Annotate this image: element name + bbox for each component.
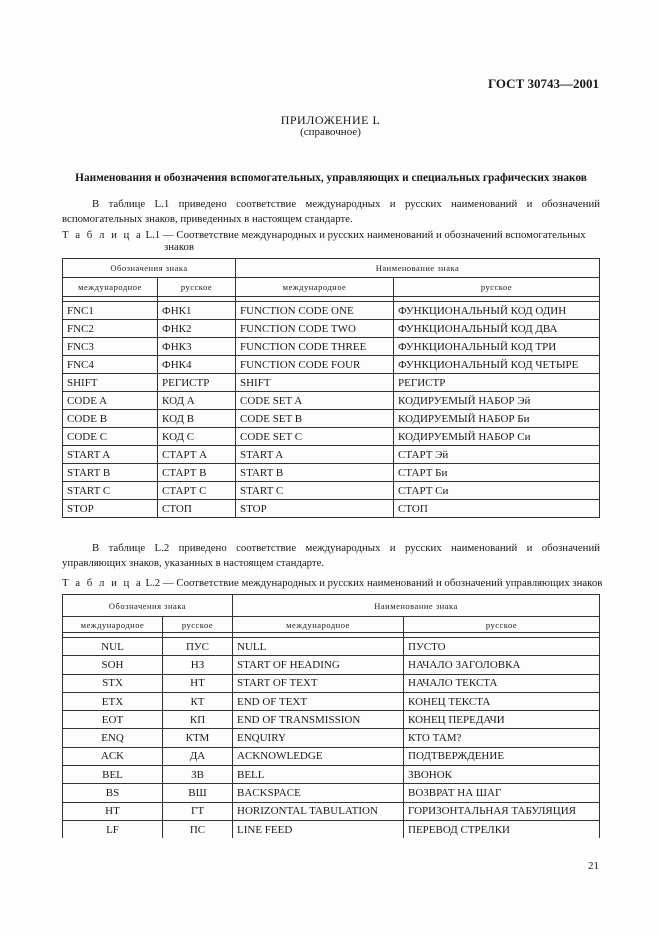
table-row [63, 802, 600, 820]
table-cell: СТАРТ В [158, 464, 236, 482]
table-row [63, 729, 600, 747]
table-cell: ETX [63, 692, 163, 710]
table-row [63, 820, 600, 838]
table-cell: HORIZONTAL TABULATION [233, 802, 404, 820]
table-cell: START C [236, 482, 394, 500]
table-row [63, 356, 600, 374]
table1-col-rus: русское [158, 278, 236, 297]
table-cell: СТОП [394, 500, 600, 518]
table-cell: ФНК1 [158, 302, 236, 320]
table-cell: NULL [233, 638, 404, 656]
table-cell: ДА [163, 747, 233, 765]
table2-col-name-rus: русское [404, 617, 600, 633]
table-cell: ПУС [163, 638, 233, 656]
section-heading: Наименования и обозначения вспомогательных, управляющих и специальных графических знаков [75, 172, 587, 184]
table-cell: КОД В [158, 410, 236, 428]
table-row [63, 428, 600, 446]
table-cell: SHIFT [236, 374, 394, 392]
table-row [63, 784, 600, 802]
table1-caption-cont: знаков [164, 241, 195, 253]
paragraph-table1-intro: В таблице L.1 приведено соответствие международных и русских наименований и обозначений вспомогательных знаков, приведенных в настоящем стандарте. [62, 198, 600, 225]
table-cell: START C [63, 482, 158, 500]
table2-col-name-intl: международное [233, 617, 404, 633]
table-cell: FUNCTION CODE THREE [236, 338, 394, 356]
table-cell: ФНК4 [158, 356, 236, 374]
table-cell: ПС [163, 820, 233, 838]
standard-number: ГОСТ 30743—2001 [487, 76, 599, 91]
table2-caption [62, 577, 603, 589]
table2-group-designations: Обозначения знака [63, 595, 233, 617]
table-cell: ACKNOWLEDGE [233, 747, 404, 765]
table-cell: CODE B [63, 410, 158, 428]
paragraph-table2-intro: В таблице L.2 приведено соответствие международных и русских наименований и обозначений управляющих знаков, указанных в настоящем стандарте. [62, 542, 600, 569]
table-cell: FUNCTION CODE TWO [236, 320, 394, 338]
table-cell: ENQ [63, 729, 163, 747]
table2-label: Т а б л и ц а [62, 577, 143, 589]
table-cell: START OF TEXT [233, 674, 404, 692]
table-cell: СТАРТ Си [394, 482, 600, 500]
table-row [63, 482, 600, 500]
table-cell: ФУНКЦИОНАЛЬНЫЙ КОД ДВА [394, 320, 600, 338]
table-cell: КОНЕЦ ТЕКСТА [404, 692, 600, 710]
table-row [63, 320, 600, 338]
table-cell: СТАРТ А [158, 446, 236, 464]
table2 [62, 594, 600, 838]
table-cell: BACKSPACE [233, 784, 404, 802]
table-cell: FNC2 [63, 320, 158, 338]
table-cell: ЗВ [163, 766, 233, 784]
table-cell: СТАРТ С [158, 482, 236, 500]
table-cell: START B [236, 464, 394, 482]
table1-col-intl: международное [63, 278, 158, 297]
table-cell: КП [163, 711, 233, 729]
table-cell: END OF TRANSMISSION [233, 711, 404, 729]
table-cell: HT [63, 802, 163, 820]
table-cell: ФНК2 [158, 320, 236, 338]
table-cell: END OF TEXT [233, 692, 404, 710]
table-cell: CODE SET B [236, 410, 394, 428]
table1-caption [62, 229, 600, 253]
table2-col-rus: русское [163, 617, 233, 633]
table-cell: ВШ [163, 784, 233, 802]
table-cell: КОД С [158, 428, 236, 446]
table-cell: START OF HEADING [233, 656, 404, 674]
table-cell: ВОЗВРАТ НА ШАГ [404, 784, 600, 802]
table-cell: SOH [63, 656, 163, 674]
table-cell: СТАРТ Би [394, 464, 600, 482]
table-cell: START B [63, 464, 158, 482]
table-row [63, 711, 600, 729]
table-cell: ПЕРЕВОД СТРЕЛКИ [404, 820, 600, 838]
table-cell: BS [63, 784, 163, 802]
table-cell: ПУСТО [404, 638, 600, 656]
table-cell: CODE SET A [236, 392, 394, 410]
table-row [63, 500, 600, 518]
table-cell: ФУНКЦИОНАЛЬНЫЙ КОД ТРИ [394, 338, 600, 356]
appendix-title: ПРИЛОЖЕНИЕ L [280, 113, 381, 127]
table-cell: BEL [63, 766, 163, 784]
table-cell: ЗВОНОК [404, 766, 600, 784]
table-cell: SHIFT [63, 374, 158, 392]
table-cell: CODE A [63, 392, 158, 410]
table-cell: ФУНКЦИОНАЛЬНЫЙ КОД ОДИН [394, 302, 600, 320]
table-cell: LINE FEED [233, 820, 404, 838]
table-cell: FUNCTION CODE FOUR [236, 356, 394, 374]
table-cell: ПОДТВЕРЖДЕНИЕ [404, 747, 600, 765]
table-cell: ENQUIRY [233, 729, 404, 747]
table-cell: КОДИРУЕМЫЙ НАБОР Би [394, 410, 600, 428]
table-row [63, 638, 600, 656]
appendix-subtitle: (справочное) [300, 126, 361, 138]
table-cell: STX [63, 674, 163, 692]
table-cell: STOP [63, 500, 158, 518]
table-cell: КОНЕЦ ПЕРЕДАЧИ [404, 711, 600, 729]
table1-label: Т а б л и ц а [62, 229, 143, 241]
table-cell: FUNCTION CODE ONE [236, 302, 394, 320]
table-cell: НАЧАЛО ЗАГОЛОВКА [404, 656, 600, 674]
table-row [63, 392, 600, 410]
table-row [63, 692, 600, 710]
table-row [63, 302, 600, 320]
table-cell: КТ [163, 692, 233, 710]
table1-group-names: Наименование знака [236, 259, 600, 278]
table-cell: CODE C [63, 428, 158, 446]
table1-col-name-intl: международное [236, 278, 394, 297]
table-cell: STOP [236, 500, 394, 518]
table-cell: FNC3 [63, 338, 158, 356]
table-cell: КОДИРУЕМЫЙ НАБОР Си [394, 428, 600, 446]
table-cell: ФНК3 [158, 338, 236, 356]
table-cell: START A [236, 446, 394, 464]
table-row [63, 656, 600, 674]
table1 [62, 258, 600, 518]
table-cell: ГОРИЗОНТАЛЬНАЯ ТАБУЛЯЦИЯ [404, 802, 600, 820]
table-cell: КОД А [158, 392, 236, 410]
table1-group-designations: Обозначения знака [63, 259, 236, 278]
table-row [63, 446, 600, 464]
table-cell: FNC1 [63, 302, 158, 320]
table2-caption-main: L.2 — Соответствие международных и русских наименований и обозначений управляющих знаков [145, 577, 603, 589]
table-cell: НЗ [163, 656, 233, 674]
table-cell: ФУНКЦИОНАЛЬНЫЙ КОД ЧЕТЫРЕ [394, 356, 600, 374]
table-cell: РЕГИСТР [158, 374, 236, 392]
table-row [63, 410, 600, 428]
page-number: 21 [588, 860, 599, 872]
table-cell: КТО ТАМ? [404, 729, 600, 747]
table-row [63, 674, 600, 692]
table-cell: START A [63, 446, 158, 464]
table-row [63, 374, 600, 392]
table1-col-name-rus: русское [394, 278, 600, 297]
table-cell: СТОП [158, 500, 236, 518]
table-cell: LF [63, 820, 163, 838]
table-cell: ACK [63, 747, 163, 765]
table2-group-names: Наименование знака [233, 595, 600, 617]
table-cell: EOT [63, 711, 163, 729]
table2-col-intl: международное [63, 617, 163, 633]
table-cell: NUL [63, 638, 163, 656]
table-cell: КТМ [163, 729, 233, 747]
table-cell: FNC4 [63, 356, 158, 374]
table-row [63, 747, 600, 765]
table-cell: РЕГИСТР [394, 374, 600, 392]
table1-caption-main: L.1 — Соответствие международных и русских наименований и обозначений вспомогательных [145, 229, 586, 241]
table-row [63, 464, 600, 482]
table-cell: CODE SET C [236, 428, 394, 446]
table-cell: СТАРТ Эй [394, 446, 600, 464]
table-cell: КОДИРУЕМЫЙ НАБОР Эй [394, 392, 600, 410]
table-row [63, 338, 600, 356]
table-cell: НАЧАЛО ТЕКСТА [404, 674, 600, 692]
table-cell: ГТ [163, 802, 233, 820]
table-cell: BELL [233, 766, 404, 784]
table-row [63, 766, 600, 784]
table-cell: НТ [163, 674, 233, 692]
